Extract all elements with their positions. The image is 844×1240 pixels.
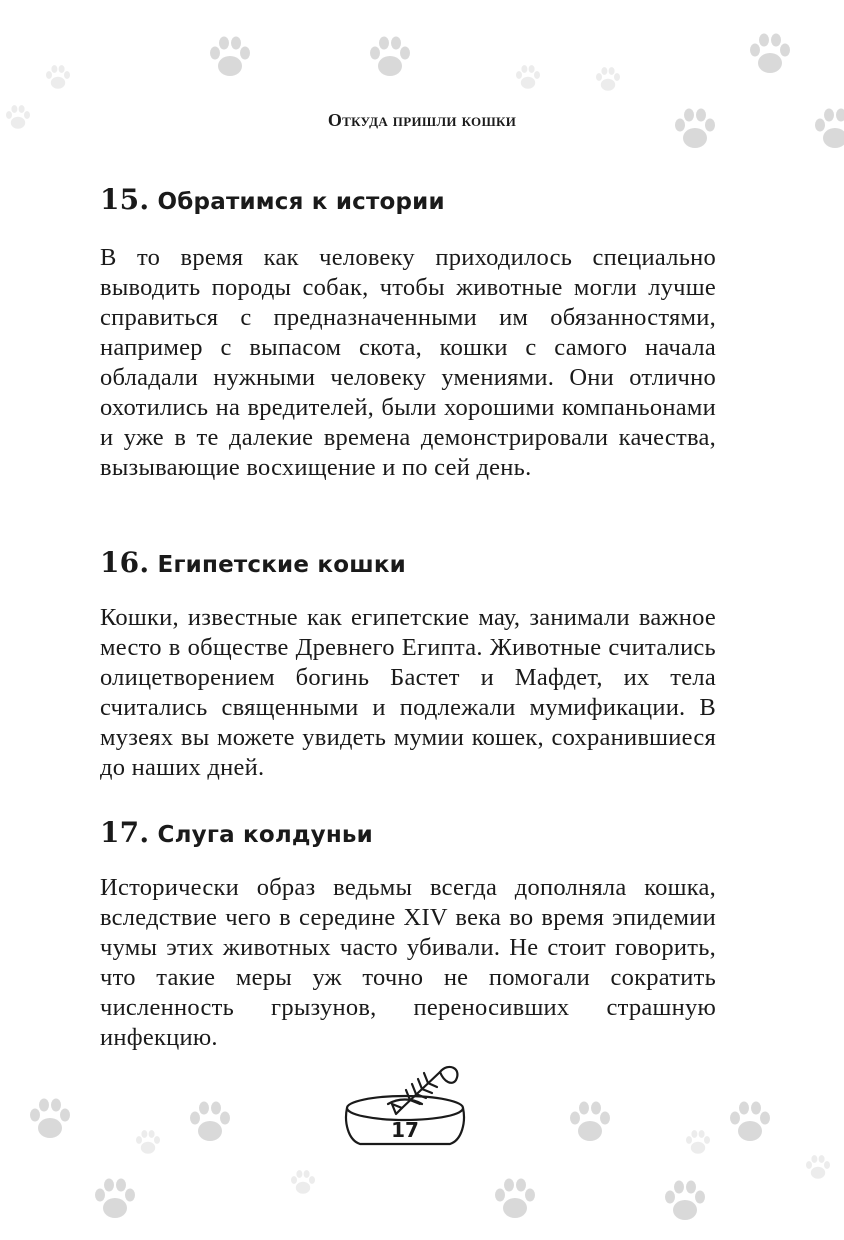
- page-number: 17: [391, 1118, 419, 1142]
- section-number: 16.: [100, 546, 150, 579]
- section-heading: Обратимся к истории: [157, 189, 445, 215]
- section-number: 17.: [100, 816, 150, 849]
- paw-print-icon: [360, 28, 420, 88]
- paw-print-icon: [590, 62, 626, 98]
- paw-print-icon: [85, 1170, 145, 1230]
- section-body: Кошки, известные как египетские мау, занимали важное место в обществе Древнего Египта. Животные считались олицетворением богинь Бастет и Мафдет, их тела считались священными и подлежали мумификации. В музеях вы можете увидеть мумии кошек, сохранившиеся до наших дней.: [100, 604, 716, 781]
- section-title: [100, 546, 406, 579]
- paw-print-icon: [800, 1150, 836, 1186]
- paw-print-icon: [680, 1125, 716, 1161]
- section-body: Исторически образ ведьмы всегда дополняла кошка, вследствие чего в середине XIV века во время эпидемии чумы этих животных часто убивали. Не стоит говорить, что такие меры уж точно не помогали сократить численность грызунов, переносивших страшную инфекцию.: [100, 874, 716, 1051]
- paw-print-icon: [40, 60, 76, 96]
- paw-print-icon: [285, 1165, 321, 1201]
- paw-print-icon: [655, 1172, 715, 1232]
- paw-print-icon: [740, 25, 800, 85]
- section-heading: Египетские кошки: [157, 552, 406, 578]
- paw-print-icon: [560, 1093, 620, 1153]
- paw-print-icon: [20, 1090, 80, 1150]
- running-head: Откуда пришли кошки: [327, 110, 517, 130]
- section-heading: Слуга колдуньи: [157, 822, 373, 848]
- section-number: 15.: [100, 183, 150, 216]
- section-title: [100, 816, 373, 849]
- section-title: [100, 183, 445, 216]
- section-body: В то время как человеку приходилось специально выводить породы собак, чтобы животные могли лучше справиться с предназначенными им обязанностями, например с выпасом скота, кошки с самого начала обладали нужными человеку умениями. Они отлично охотились на вредителей, были хорошими компаньонами и уже в те далекие времена демонстрировали качества, вызывающие восхищение и по сей день.: [100, 244, 716, 481]
- paw-print-icon: [130, 1125, 166, 1161]
- paw-print-icon: [485, 1170, 545, 1230]
- paw-print-icon: [200, 28, 260, 88]
- paw-print-icon: [510, 60, 546, 96]
- paw-print-icon: [180, 1093, 240, 1153]
- paw-print-icon: [720, 1093, 780, 1153]
